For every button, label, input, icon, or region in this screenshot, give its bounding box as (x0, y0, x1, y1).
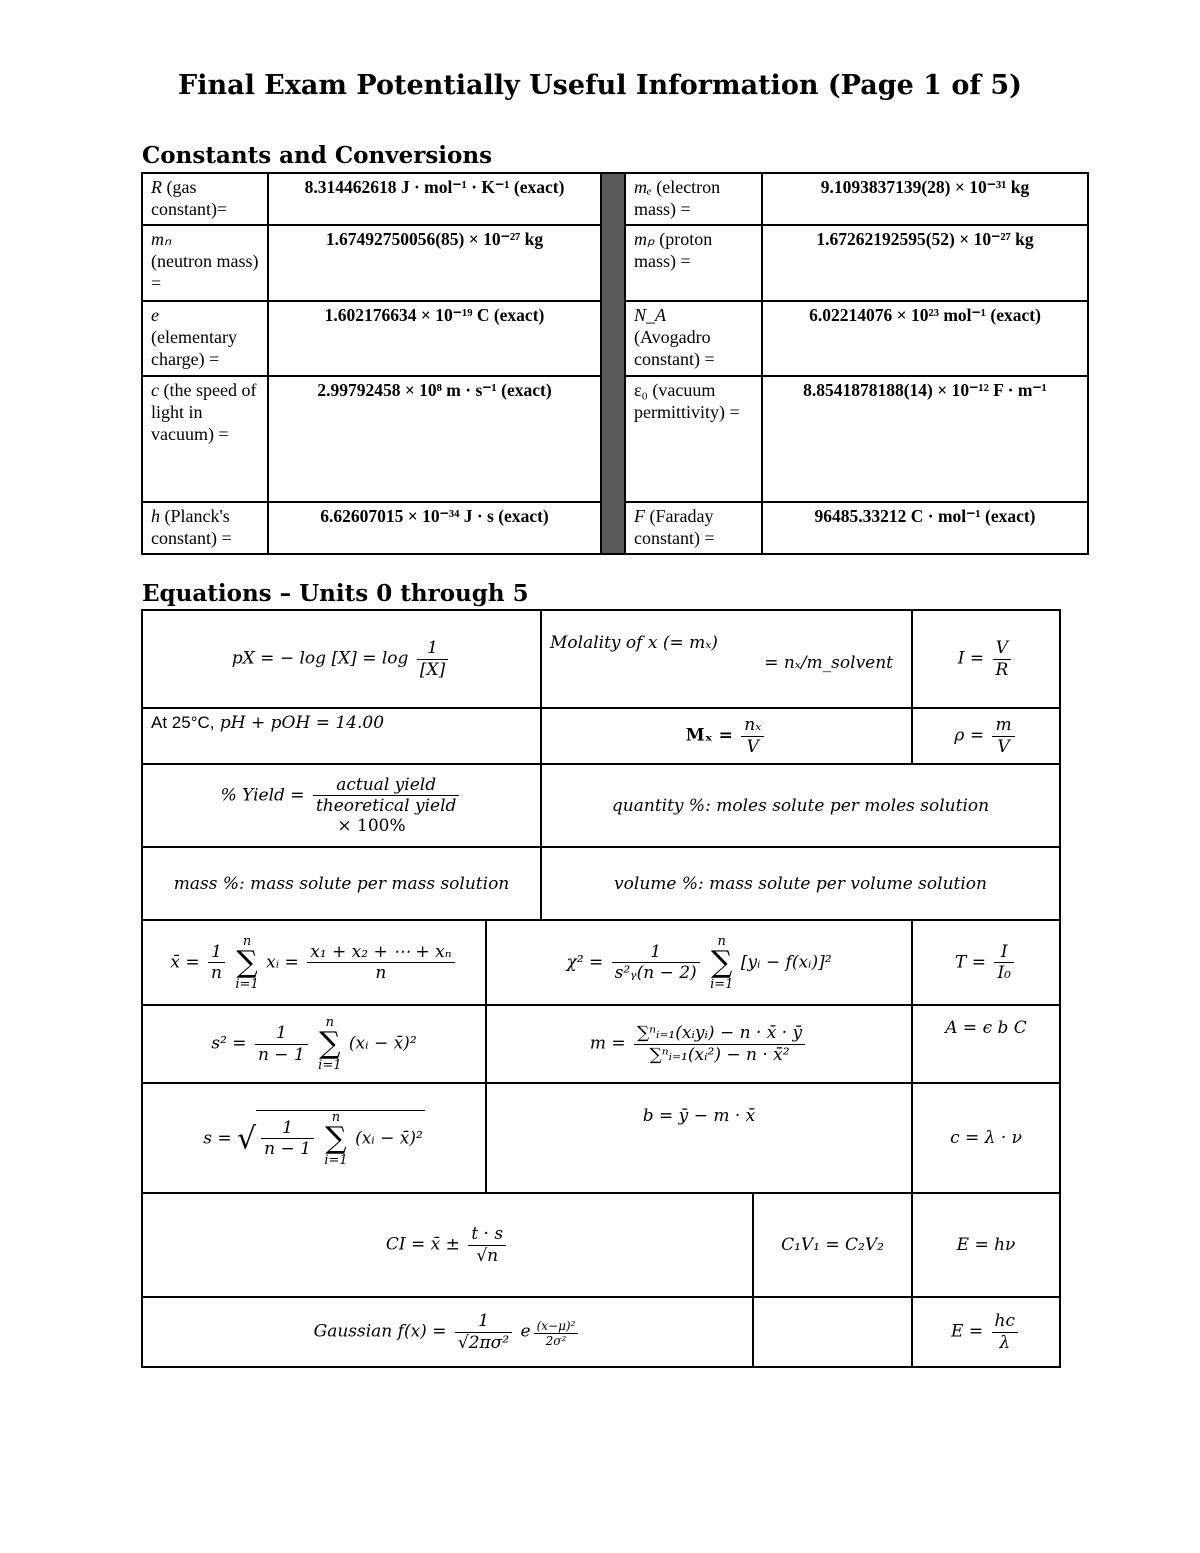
constant-value: 96485.33212 C · mol⁻¹ (exact) (762, 502, 1088, 554)
quantity-percent: quantity %: moles solute per moles solution (541, 764, 1060, 847)
constant-value: 6.02214076 × 10²³ mol⁻¹ (exact) (762, 301, 1088, 376)
constant-label: R (gas constant)= (142, 173, 268, 225)
constants-table (141, 172, 1089, 555)
px-equation: pX = − log [X] = log $\frac{1}{[X]}$ (142, 610, 541, 708)
constant-value: 9.1093837139(28) × 10⁻³¹ kg (762, 173, 1088, 225)
page-title: Final Exam Potentially Useful Information (Page 1 of 5) (178, 70, 1022, 101)
ohm-equation: I = $\frac{V}{R}$ (912, 610, 1060, 708)
transmittance-equation: T = $\frac{I}{\text{I₀}}$ (912, 920, 1060, 1005)
mean-equation: x̄ = $\frac{1}{n}$ n ∑ i=1 xᵢ = $\frac{\text{x₁ + x₂ + ⋯ + xₙ}}{n}$ (142, 920, 486, 1005)
constant-label: mₚ (proton mass) = (625, 225, 762, 301)
table-row (142, 1083, 1060, 1193)
confidence-interval-equation: CI = x̄ ± $\frac{t \cdot s}{√n}$ (142, 1193, 753, 1297)
table-row (142, 764, 1060, 847)
molality-equation: Molality of x (= mₓ) = nₓ/m_solvent (541, 610, 912, 708)
table-row (142, 610, 1060, 708)
table-row (142, 847, 1060, 920)
column-separator (601, 173, 625, 554)
table-row (142, 1297, 1060, 1367)
table-row (142, 1193, 1060, 1297)
yield-equation: % Yield = $\frac{\text{actual yield}}{\text{theoretical yield}}$ × 100% (142, 764, 541, 847)
intercept-equation: b = ȳ − m · x̄ (486, 1083, 912, 1193)
std-dev-equation: s = √ $\frac{1}{n - 1}$ n ∑ i=1 (xᵢ − x̄)² (142, 1083, 486, 1193)
constant-value: 1.602176634 × 10⁻¹⁹ C (exact) (268, 301, 601, 376)
ph-equation: At 25°C, pH + pOH = 14.00 (142, 708, 541, 764)
constant-value: 8.314462618 J · mol⁻¹ · K⁻¹ (exact) (268, 173, 601, 225)
table-row (142, 173, 1088, 225)
constants-heading: Constants and Conversions (142, 142, 493, 169)
light-speed-equation: c = λ · ν (912, 1083, 1060, 1193)
density-equation: ρ = $\frac{m}{V}$ (912, 708, 1060, 764)
constant-label: ε₀ (vacuum permittivity) = (625, 376, 762, 502)
mass-percent: mass %: mass solute per mass solution (142, 847, 541, 920)
constant-label: mₑ (electron mass) = (625, 173, 762, 225)
constant-label: N_A (Avogadro constant) = (625, 301, 762, 376)
table-row (142, 1005, 1060, 1083)
gaussian-equation: Gaussian f(x) = $\frac{1}{\text{√2πσ²}}$ e $\frac{\text{(x−μ)²}}{\text{2σ²}}$ (142, 1297, 753, 1367)
variance-equation: s² = $\frac{1}{n - 1}$ n ∑ i=1 (xᵢ − x̄)² (142, 1005, 486, 1083)
constant-label: mₙ (neutron mass) = (142, 225, 268, 301)
photon-energy-wavelength-equation: E = $\frac{hc}{\lambda}$ (912, 1297, 1060, 1367)
table-row (142, 708, 1060, 764)
equations-table (141, 609, 1061, 1368)
empty-cell (753, 1297, 912, 1367)
constant-value: 8.8541878188(14) × 10⁻¹² F · m⁻¹ (762, 376, 1088, 502)
chi-squared-equation: χ² = $\frac{1}{\text{s²ᵧ(n − 2)}}$ n ∑ i=1 [yᵢ − f(xᵢ)]² (486, 920, 912, 1005)
beer-lambert-equation: A = ϵ b C (912, 1005, 1060, 1083)
constant-label: e (elementary charge) = (142, 301, 268, 376)
photon-energy-equation: E = hν (912, 1193, 1060, 1297)
constant-value: 1.67262192595(52) × 10⁻²⁷ kg (762, 225, 1088, 301)
dilution-equation: C₁V₁ = C₂V₂ (753, 1193, 912, 1297)
constant-value: 6.62607015 × 10⁻³⁴ J · s (exact) (268, 502, 601, 554)
constant-label: F (Faraday constant) = (625, 502, 762, 554)
volume-percent: volume %: mass solute per volume solution (541, 847, 1060, 920)
constant-label: h (Planck's constant) = (142, 502, 268, 554)
table-row (142, 920, 1060, 1005)
slope-equation: m = $\frac{\text{∑ⁿᵢ₌₁(xᵢyᵢ) − n · x̄ · ȳ}}{\text{∑ⁿᵢ₌₁(xᵢ²) − n · x̄²}}$ (486, 1005, 912, 1083)
constant-value: 2.99792458 × 10⁸ m · s⁻¹ (exact) (268, 376, 601, 502)
molarity-equation: Mₓ = $\frac{\text{nₓ}}{V}$ (541, 708, 912, 764)
equations-heading: Equations – Units 0 through 5 (142, 580, 529, 607)
constant-value: 1.67492750056(85) × 10⁻²⁷ kg (268, 225, 601, 301)
constant-label: c (the speed of light in vacuum) = (142, 376, 268, 502)
